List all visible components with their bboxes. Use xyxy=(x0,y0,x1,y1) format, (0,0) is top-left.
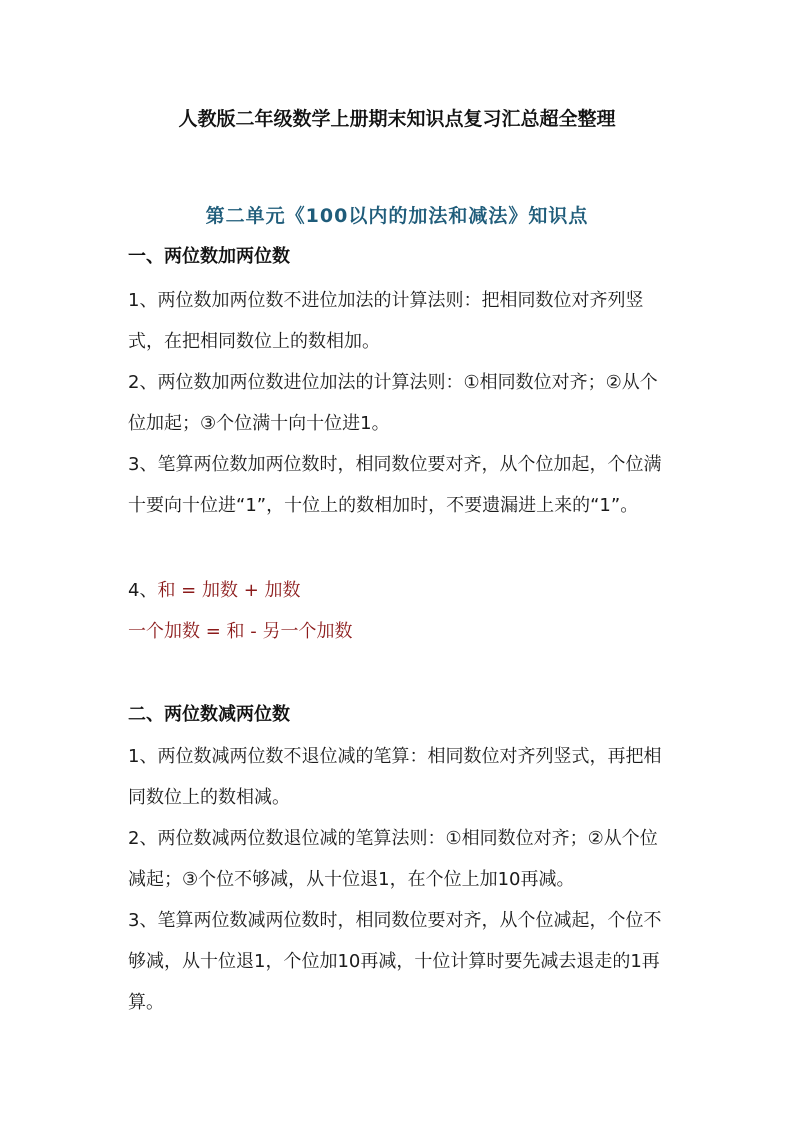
paragraph-subtraction-rule-2: 2、两位数减两位数退位减的笔算法则：①相同数位对齐；②从个位减起；③个位不够减，从十位退1，在个位上加10再减。 xyxy=(128,828,658,890)
formula-sum-text: 和 = 加数 + 加数 xyxy=(157,580,301,601)
formula-number: 4、 xyxy=(128,580,158,601)
paragraph-addition-rule-3: 3、笔算两位数加两位数时，相同数位要对齐，从个位加起，个位满十要向十位进“1”，十位上的数相加时，不要遗漏进上来的“1”。 xyxy=(128,454,662,516)
unit-title: 第二单元《100以内的加法和减法》知识点 xyxy=(205,205,589,227)
section-heading-subtraction: 二、两位数减两位数 xyxy=(128,704,290,725)
paragraph-subtraction-rule-1: 1、两位数减两位数不退位减的笔算：相同数位对齐列竖式，再把相同数位上的数相减。 xyxy=(128,746,662,808)
paragraph-addition-rule-1: 1、两位数加两位数不进位加法的计算法则：把相同数位对齐列竖式，在把相同数位上的数相加。 xyxy=(128,290,644,352)
paragraph-subtraction-rule-3: 3、笔算两位数减两位数时，相同数位要对齐，从个位减起，个位不够减，从十位退1，个位加10再减，十位计算时要先减去退走的1再算。 xyxy=(128,910,662,1013)
formula-sum xyxy=(128,577,301,605)
section-heading-addition: 一、两位数加两位数 xyxy=(128,246,290,267)
document-title: 人教版二年级数学上册期末知识点复习汇总超全整理 xyxy=(178,108,616,130)
formula-addend: 一个加数 = 和 - 另一个加数 xyxy=(128,621,353,642)
paragraph-addition-rule-2: 2、两位数加两位数进位加法的计算法则：①相同数位对齐；②从个位加起；③个位满十向十位进1。 xyxy=(128,372,658,434)
